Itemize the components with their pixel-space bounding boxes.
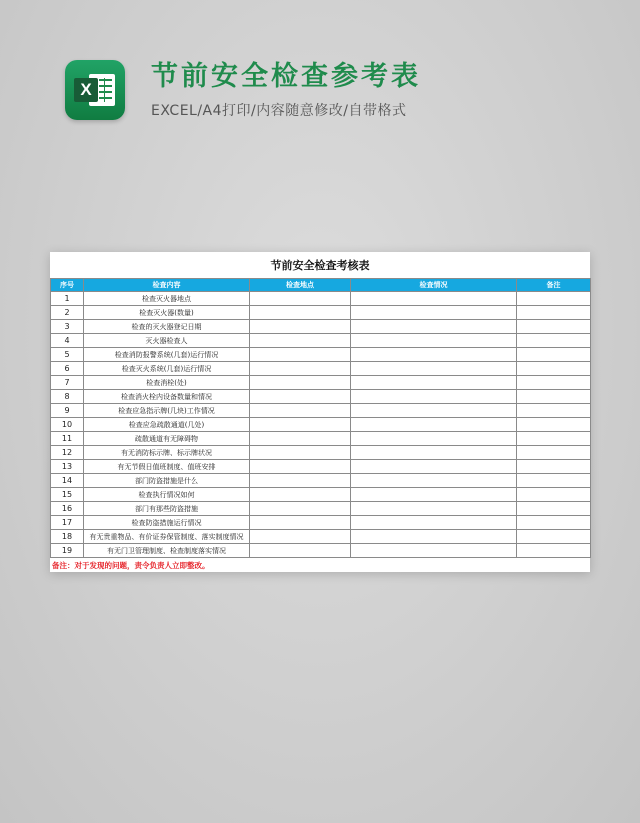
cell-location	[250, 292, 351, 306]
cell-content: 检查灭火器地点	[84, 292, 250, 306]
table-row	[51, 516, 591, 530]
footer-note: 备注：对于发现的问题，责令负责人立即整改。	[52, 561, 210, 570]
cell-remarks	[517, 292, 591, 306]
cell-content: 疏散通道有无障碍物	[84, 432, 250, 446]
cell-no: 1	[51, 292, 84, 306]
cell-no: 7	[51, 376, 84, 390]
cell-status	[351, 502, 517, 516]
cell-remarks	[517, 418, 591, 432]
cell-status	[351, 320, 517, 334]
cell-status	[351, 390, 517, 404]
cell-content: 检查消防报警系统(几套)运行情况	[84, 348, 250, 362]
table-row	[51, 432, 591, 446]
inspection-table	[50, 278, 591, 558]
cell-remarks	[517, 320, 591, 334]
cell-no: 14	[51, 474, 84, 488]
cell-status	[351, 460, 517, 474]
cell-content: 灭火器检查人	[84, 334, 250, 348]
cell-status	[351, 530, 517, 544]
cell-status	[351, 404, 517, 418]
table-row	[51, 544, 591, 558]
cell-remarks	[517, 502, 591, 516]
excel-logo-icon	[65, 60, 125, 120]
column-header-no: 序号	[51, 279, 84, 292]
cell-content: 检查灭火器(数量)	[84, 306, 250, 320]
cell-location	[250, 530, 351, 544]
cell-status	[351, 432, 517, 446]
cell-content: 检查消栓(处)	[84, 376, 250, 390]
cell-remarks	[517, 376, 591, 390]
column-header-location: 检查地点	[250, 279, 351, 292]
cell-content: 检查应急疏散通道(几处)	[84, 418, 250, 432]
table-row	[51, 334, 591, 348]
cell-remarks	[517, 348, 591, 362]
sheet-title: 节前安全检查考核表	[270, 259, 370, 272]
table-body	[51, 292, 591, 558]
table-row	[51, 376, 591, 390]
cell-location	[250, 348, 351, 362]
cell-location	[250, 376, 351, 390]
cell-remarks	[517, 390, 591, 404]
cell-location	[250, 390, 351, 404]
cell-location	[250, 432, 351, 446]
cell-location	[250, 516, 351, 530]
table-row	[51, 348, 591, 362]
cell-content: 部门有那些防盗措施	[84, 502, 250, 516]
table-row	[51, 362, 591, 376]
cell-remarks	[517, 446, 591, 460]
excel-x-icon: X	[74, 78, 98, 102]
column-header-remarks: 备注	[517, 279, 591, 292]
table-row	[51, 306, 591, 320]
cell-status	[351, 516, 517, 530]
cell-status	[351, 334, 517, 348]
table-row	[51, 404, 591, 418]
table-row	[51, 418, 591, 432]
cell-content: 有无贵重物品、有价证券保管制度、落实制度情况	[84, 530, 250, 544]
cell-remarks	[517, 516, 591, 530]
cell-status	[351, 418, 517, 432]
page-header	[65, 60, 625, 130]
cell-no: 9	[51, 404, 84, 418]
cell-remarks	[517, 362, 591, 376]
cell-content: 有无节假日值班制度、值班安排	[84, 460, 250, 474]
spreadsheet-preview	[50, 252, 590, 572]
cell-no: 15	[51, 488, 84, 502]
cell-no: 12	[51, 446, 84, 460]
cell-content: 检查的灭火器登记日期	[84, 320, 250, 334]
cell-no: 18	[51, 530, 84, 544]
table-row	[51, 530, 591, 544]
cell-remarks	[517, 334, 591, 348]
cell-status	[351, 544, 517, 558]
cell-remarks	[517, 432, 591, 446]
cell-location	[250, 446, 351, 460]
cell-no: 19	[51, 544, 84, 558]
cell-content: 部门防盗措施是什么	[84, 474, 250, 488]
cell-content: 检查执行情况如何	[84, 488, 250, 502]
cell-no: 5	[51, 348, 84, 362]
cell-remarks	[517, 306, 591, 320]
cell-content: 检查消火栓内设备数量和情况	[84, 390, 250, 404]
cell-no: 11	[51, 432, 84, 446]
cell-location	[250, 474, 351, 488]
cell-location	[250, 502, 351, 516]
cell-no: 10	[51, 418, 84, 432]
cell-status	[351, 362, 517, 376]
cell-no: 6	[51, 362, 84, 376]
table-row	[51, 488, 591, 502]
table-header-row	[51, 279, 591, 292]
cell-status	[351, 488, 517, 502]
column-header-content: 检查内容	[84, 279, 250, 292]
cell-content: 检查防盗措施运行情况	[84, 516, 250, 530]
cell-status	[351, 446, 517, 460]
cell-no: 17	[51, 516, 84, 530]
cell-location	[250, 460, 351, 474]
cell-status	[351, 292, 517, 306]
table-row	[51, 390, 591, 404]
cell-status	[351, 306, 517, 320]
cell-location	[250, 418, 351, 432]
cell-no: 16	[51, 502, 84, 516]
cell-content: 检查应急指示牌(几块)工作情况	[84, 404, 250, 418]
cell-status	[351, 474, 517, 488]
cell-location	[250, 404, 351, 418]
table-row	[51, 502, 591, 516]
cell-remarks	[517, 474, 591, 488]
cell-location	[250, 488, 351, 502]
table-row	[51, 320, 591, 334]
table-row	[51, 292, 591, 306]
cell-no: 2	[51, 306, 84, 320]
cell-remarks	[517, 530, 591, 544]
cell-location	[250, 320, 351, 334]
cell-no: 3	[51, 320, 84, 334]
cell-remarks	[517, 544, 591, 558]
cell-content: 有无门卫管理制度、检查制度落实情况	[84, 544, 250, 558]
table-row	[51, 446, 591, 460]
cell-location	[250, 362, 351, 376]
cell-location	[250, 334, 351, 348]
cell-content: 有无消防标示牌、标示牌状况	[84, 446, 250, 460]
cell-status	[351, 376, 517, 390]
cell-content: 检查灭火系统(几套)运行情况	[84, 362, 250, 376]
table-row	[51, 474, 591, 488]
cell-location	[250, 306, 351, 320]
cell-no: 4	[51, 334, 84, 348]
cell-no: 8	[51, 390, 84, 404]
table-row	[51, 460, 591, 474]
cell-status	[351, 348, 517, 362]
cell-location	[250, 544, 351, 558]
page-title: 节前安全检查参考表	[151, 61, 421, 92]
column-header-status: 检查情况	[351, 279, 517, 292]
page-subtitle: EXCEL/A4打印/内容随意修改/自带格式	[151, 103, 407, 119]
cell-remarks	[517, 488, 591, 502]
cell-no: 13	[51, 460, 84, 474]
cell-remarks	[517, 404, 591, 418]
cell-remarks	[517, 460, 591, 474]
